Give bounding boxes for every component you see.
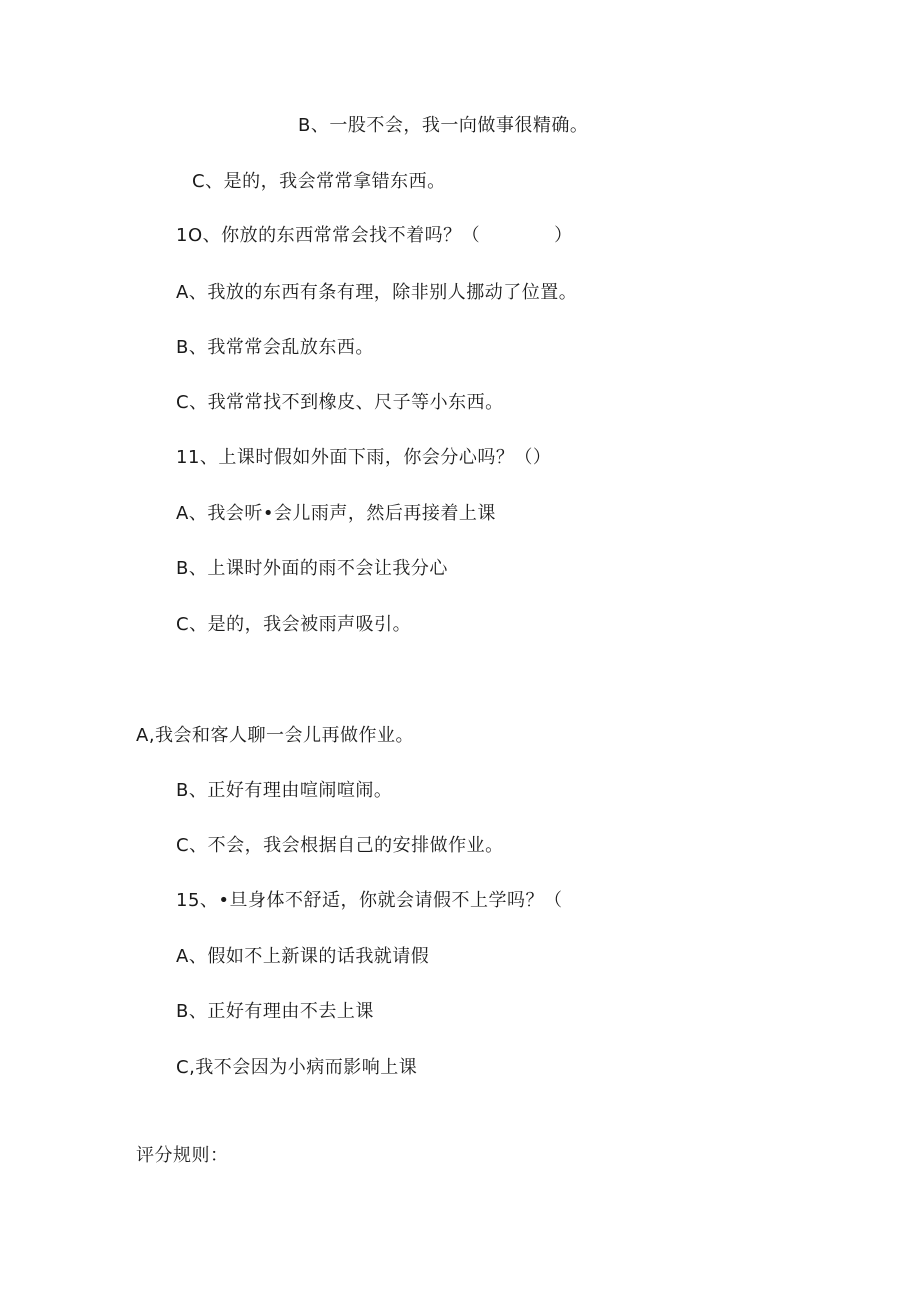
q11-option-a: A、我会听•会儿雨声，然后再接着上课 <box>176 503 496 524</box>
question-10: 1O、你放的东西常常会找不着吗？（ ） <box>176 225 573 246</box>
q11-option-c: C、是的，我会被雨声吸引。 <box>176 614 412 635</box>
q15-option-b: B、正好有理由不去上课 <box>176 1001 374 1022</box>
q9-option-b: B、一股不会，我一向做事很精确。 <box>298 115 589 136</box>
q14-option-c: C、不会，我会根据自己的安排做作业。 <box>176 835 504 856</box>
q15-option-a: A、假如不上新课的话我就请假 <box>176 946 430 967</box>
q11-option-b: B、上课时外面的雨不会让我分心 <box>176 558 448 579</box>
q14-option-a: A,我会和客人聊一会儿再做作业。 <box>136 725 415 746</box>
q9-option-c: C、是的，我会常常拿错东西。 <box>192 171 446 192</box>
q15-option-c: C,我不会因为小病而影响上课 <box>176 1057 418 1078</box>
q10-option-b: B、我常常会乱放东西。 <box>176 337 374 358</box>
scoring-rules-heading: 评分规则： <box>136 1145 229 1166</box>
q10-option-a: A、我放的东西有条有理，除非别人挪动了位置。 <box>176 282 578 303</box>
q10-option-c: C、我常常找不到橡皮、尺子等小东西。 <box>176 392 504 413</box>
q14-option-b: B、正好有理由喧闹喧闹。 <box>176 780 393 801</box>
question-15: 15、•旦身体不舒适，你就会请假不上学吗？（ <box>176 890 563 911</box>
question-11: 11、上课时假如外面下雨，你会分心吗？（） <box>176 447 552 468</box>
